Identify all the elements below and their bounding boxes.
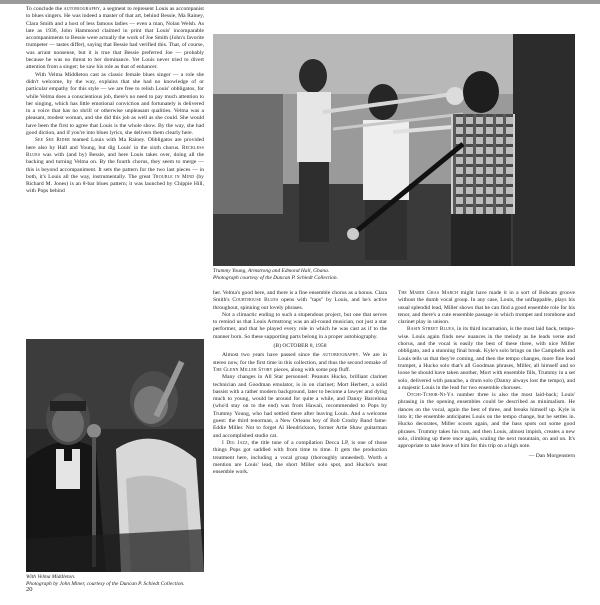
top-rule bbox=[0, 0, 600, 4]
caption-bottom-photo bbox=[26, 574, 204, 588]
caption-credit: Photograph courtesy of the Duncan P. Schiedt Collection. bbox=[213, 275, 338, 281]
paragraph: Not a climactic ending to such a stupendous project, but one that serves to remind us that Louis Armstrong was an all-round musician, not just a star performer, and that he played every role in which he was cast as if to the manner born. So these supporting parts belong in a proper autobiography. bbox=[213, 311, 387, 340]
paragraph: With Velma Middleton cast as classic female blues singer — a role she didn't welcome, by the way, explains that she had no knowledge of or particular empathy for this style — we are free to relish Louis' obbligatos, for while Velma does a conscientious job, there's no need to pay much attention to her singing, which has little emotional conviction and fortunately is delivered in a voice that has no shrill or otherwise unpleasant qualities. Velma was a pleasant, modest woman, and she did this job as well as she could. She would have been the first to agree that Louis is the whole show. By the way, she had good diction, and if you're into blues lyrics, she delivers them clearly here. bbox=[26, 71, 204, 137]
text-column-right bbox=[398, 290, 575, 460]
paragraph: Almost two years have passed since the autobiography. We are in stereo now, for the first time in this collection, and thus the second remake of The Glenn Miller Story pieces, along with some pop fluff. bbox=[213, 352, 387, 373]
section-heading: (B) OCTOBER 8, 1958 bbox=[273, 343, 327, 350]
text-column-middle bbox=[213, 290, 387, 476]
paragraph: I Dig Jazz, the title tune of a compilation Decca LP, is one of those things Pops got saddled with from time to time. It gets the production treatment here, including a vocal group (thoroughly unneeded). Worth a mention are Louis' lead, the short Miller solo spot, and Hucko's neat ensemble work. bbox=[213, 439, 387, 476]
page-number: 20 bbox=[26, 586, 33, 593]
paragraph: To conclude the autobiography, a segment to represent Louis as accompanist to blues singers. He was indeed a master of that art, behind Bessie, Ma Rainey, Clara Smith and a host of less famous ladies — even a man, Nolan Welsh. As late as 1936, John Hammond claimed in print that Louis' incomparable accompaniments to Bessie were actually the work of Joe Smith (John's favorite trumpeter — tastes differ), saying that Bessie had verified this. That, of course, was arrant nonsense, but it is true that Bessie preferred Joe — probably because he was no threat to her dominance. Yet Louis never tried to divert attention from a singer; he saw his role as that of enhancer. bbox=[26, 6, 204, 71]
caption-line: Trummy Young, Armstrong and Edmond Hall, Ghana. bbox=[213, 268, 330, 274]
photo-velma-middleton bbox=[26, 339, 204, 572]
paragraph: Many changes in All Star personnel: Peanuts Hucko, brilliant clarinet technician and Goodman emulator, is in on clarinet; Mort Herbert, a solid bassist with a rather modern background, later to become a lawyer and dying much to young, would be around for quite a while, and Danny Barcelona (who'd stay on to the end) was from Hawaii, recommended to Pops by Trummy Young, who had settled there after leaving Louis. And a welcome guest: the third tenorman, a New Orleans boy of Bob Crosby Band fame: Eddie Miller. Not to forget Al Hendrickson, former Artie Shaw guitarman and accomplished studio cat. bbox=[213, 374, 387, 439]
caption-credit: Photograph by John Miner, courtesy of the Duncan P. Schiedt Collection. bbox=[26, 581, 185, 587]
caption-line: With Velma Middleton. bbox=[26, 574, 76, 580]
paragraph: her. Velma's good here, and there is a fine ensemble chorus as a bonus. Clara Smith's Courthouse Blues opens with "taps" by Louis, and he's active throughout, spinning out lovely phrases. bbox=[213, 290, 388, 311]
text-column-left bbox=[26, 6, 204, 196]
photo-trummy-armstrong-hall bbox=[213, 34, 575, 266]
caption-top-photo bbox=[213, 268, 575, 282]
author-signature: — Dan Morgenstern bbox=[528, 452, 575, 459]
paragraph: Otchi-Tchor-Ni-Ya number three is also the most laid-back; Louis' phrasing in the opening ensembles could be described as minimalism. He dances on the vocal, again the best of three, and breaks himself up. Kyle is into it; the ensemble anticipates Louis on the tempo change, but he settles in. Hucko decorates, Miller scoots again, and the bass spots out some good phrases. Trummy takes his turn, and then Louis, almost impish, creates a new solo, climbing up there once again, scaling the next mountain, on and on. It's appropriate to take leave of him for this trip on a high note. bbox=[398, 392, 575, 450]
paragraph: The Mardi Gras March might have made it in a sort of Bobcats groove without the dumb vocal group. In any case, Louis, the unflappable, plays his usual splendid lead, Miller shows that he can find a good ensemble role for his tenor, and there's a cute ensemble passage in which trumpet and trombone and clarinet play in unison. bbox=[398, 290, 575, 326]
paragraph: See See Rider teamed Louis with Ma Rainey. Obbligatos are provided here also by Hall and Young, but dig Louis' in the sixth chorus. Reckless Blues was with (and by) Bessie, and here Louis takes over, doing all the backing and turning Velma on. By the fourth chorus, they seem to merge — this is beyond accompaniment. It sets the pattern for the two last pieces — in both, it's Louis all the way, instrumentally. The great Trouble in Mind (by Richard M. Jones) is an 8-bar blues pattern; it was launched by Chippie Hill, with Pops behind bbox=[26, 137, 204, 195]
paragraph: Basin Street Blues, in its third incarnation, is the most laid back, tempo-wise. Louis again finds new nuances in the melody as he leads verse and chorus, and the vocal is easily the best of these three, with nice Miller obbligato, and a stunning final break. Kyle's solo brings on the Campbells and Louis tells us that they're coming, and then the tempo changes, more fine lead trumpet, a Hucko solo that's all Goodman phrases, Miller, all himself and so loose he should have taken another, Mort with ensemble fills, Trummy in a set solo, delivered with panache, a drum solo (Danny always lost the tempo), and a majestic Louis in the lead for two ensemble choruses. bbox=[398, 326, 576, 391]
